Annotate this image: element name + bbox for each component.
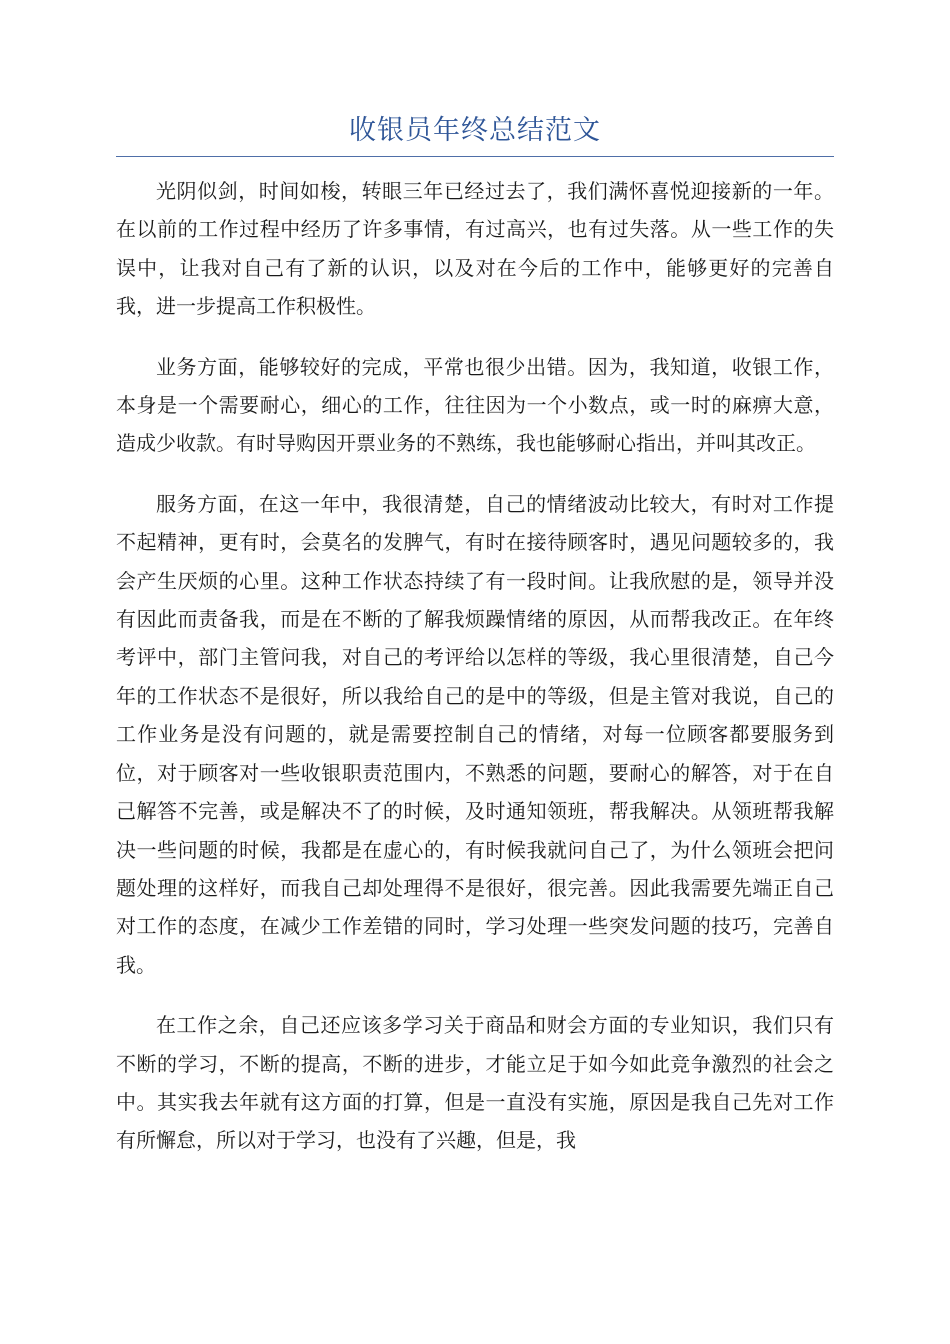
paragraph-service: 服务方面，在这一年中，我很清楚，自己的情绪波动比较大，有时对工作提不起精神，更有时，会莫名的发脾气，有时在接待顾客时，遇见问题较多的，我会产生厌烦的心里。这种工作状态持续了有一段时间。让我欣慰的是，领导并没有因此而责备我，而是在不断的了解我烦躁情绪的原因，从而帮我改正。在年终考评中，部门主管问我，对自己的考评给以怎样的等级，我心里很清楚，自己今年的工作状态不是很好，所以我给自己的是中的等级，但是主管对我说，自己的工作业务是没有问题的，就是需要控制自己的情绪，对每一位顾客都要服务到位，对于顾客对一些收银职责范围内，不熟悉的问题，要耐心的解答，对于在自己解答不完善，或是解决不了的时候，及时通知领班，帮我解决。从领班帮我解决一些问题的时候，我都是在虚心的，有时候我就问自己了，为什么领班会把问题处理的这样好，而我自己却处理得不是很好，很完善。因此我需要先端正自己对工作的态度，在减少工作差错的同时，学习处理一些突发问题的技巧，完善自我。 <box>116 491 834 977</box>
paragraph-study: 在工作之余，自己还应该多学习关于商品和财会方面的专业知识，我们只有不断的学习，不断的提高，不断的进步，才能立足于如今如此竞争激烈的社会之中。其实我去年就有这方面的打算，但是一直没有实施，原因是我自己先对工作有所懈怠，所以对于学习，也没有了兴趣，但是，我 <box>116 1013 834 1153</box>
document-title: 收银员年终总结范文 <box>349 115 601 146</box>
paragraph-intro: 光阴似剑，时间如梭，转眼三年已经过去了，我们满怀喜悦迎接新的一年。在以前的工作过程中经历了许多事情，有过高兴，也有过失落。从一些工作的失误中，让我对自己有了新的认识，以及对在今后的工作中，能够更好的完善自我，进一步提高工作积极性。 <box>116 179 834 319</box>
title-header <box>116 108 834 157</box>
document-body <box>116 172 834 1182</box>
paragraph-business: 业务方面，能够较好的完成，平常也很少出错。因为，我知道，收银工作，本身是一个需要耐心，细心的工作，往往因为一个小数点，或一时的麻痹大意，造成少收款。有时导购因开票业务的不熟练，我也能够耐心指出，并叫其改正。 <box>116 354 834 456</box>
